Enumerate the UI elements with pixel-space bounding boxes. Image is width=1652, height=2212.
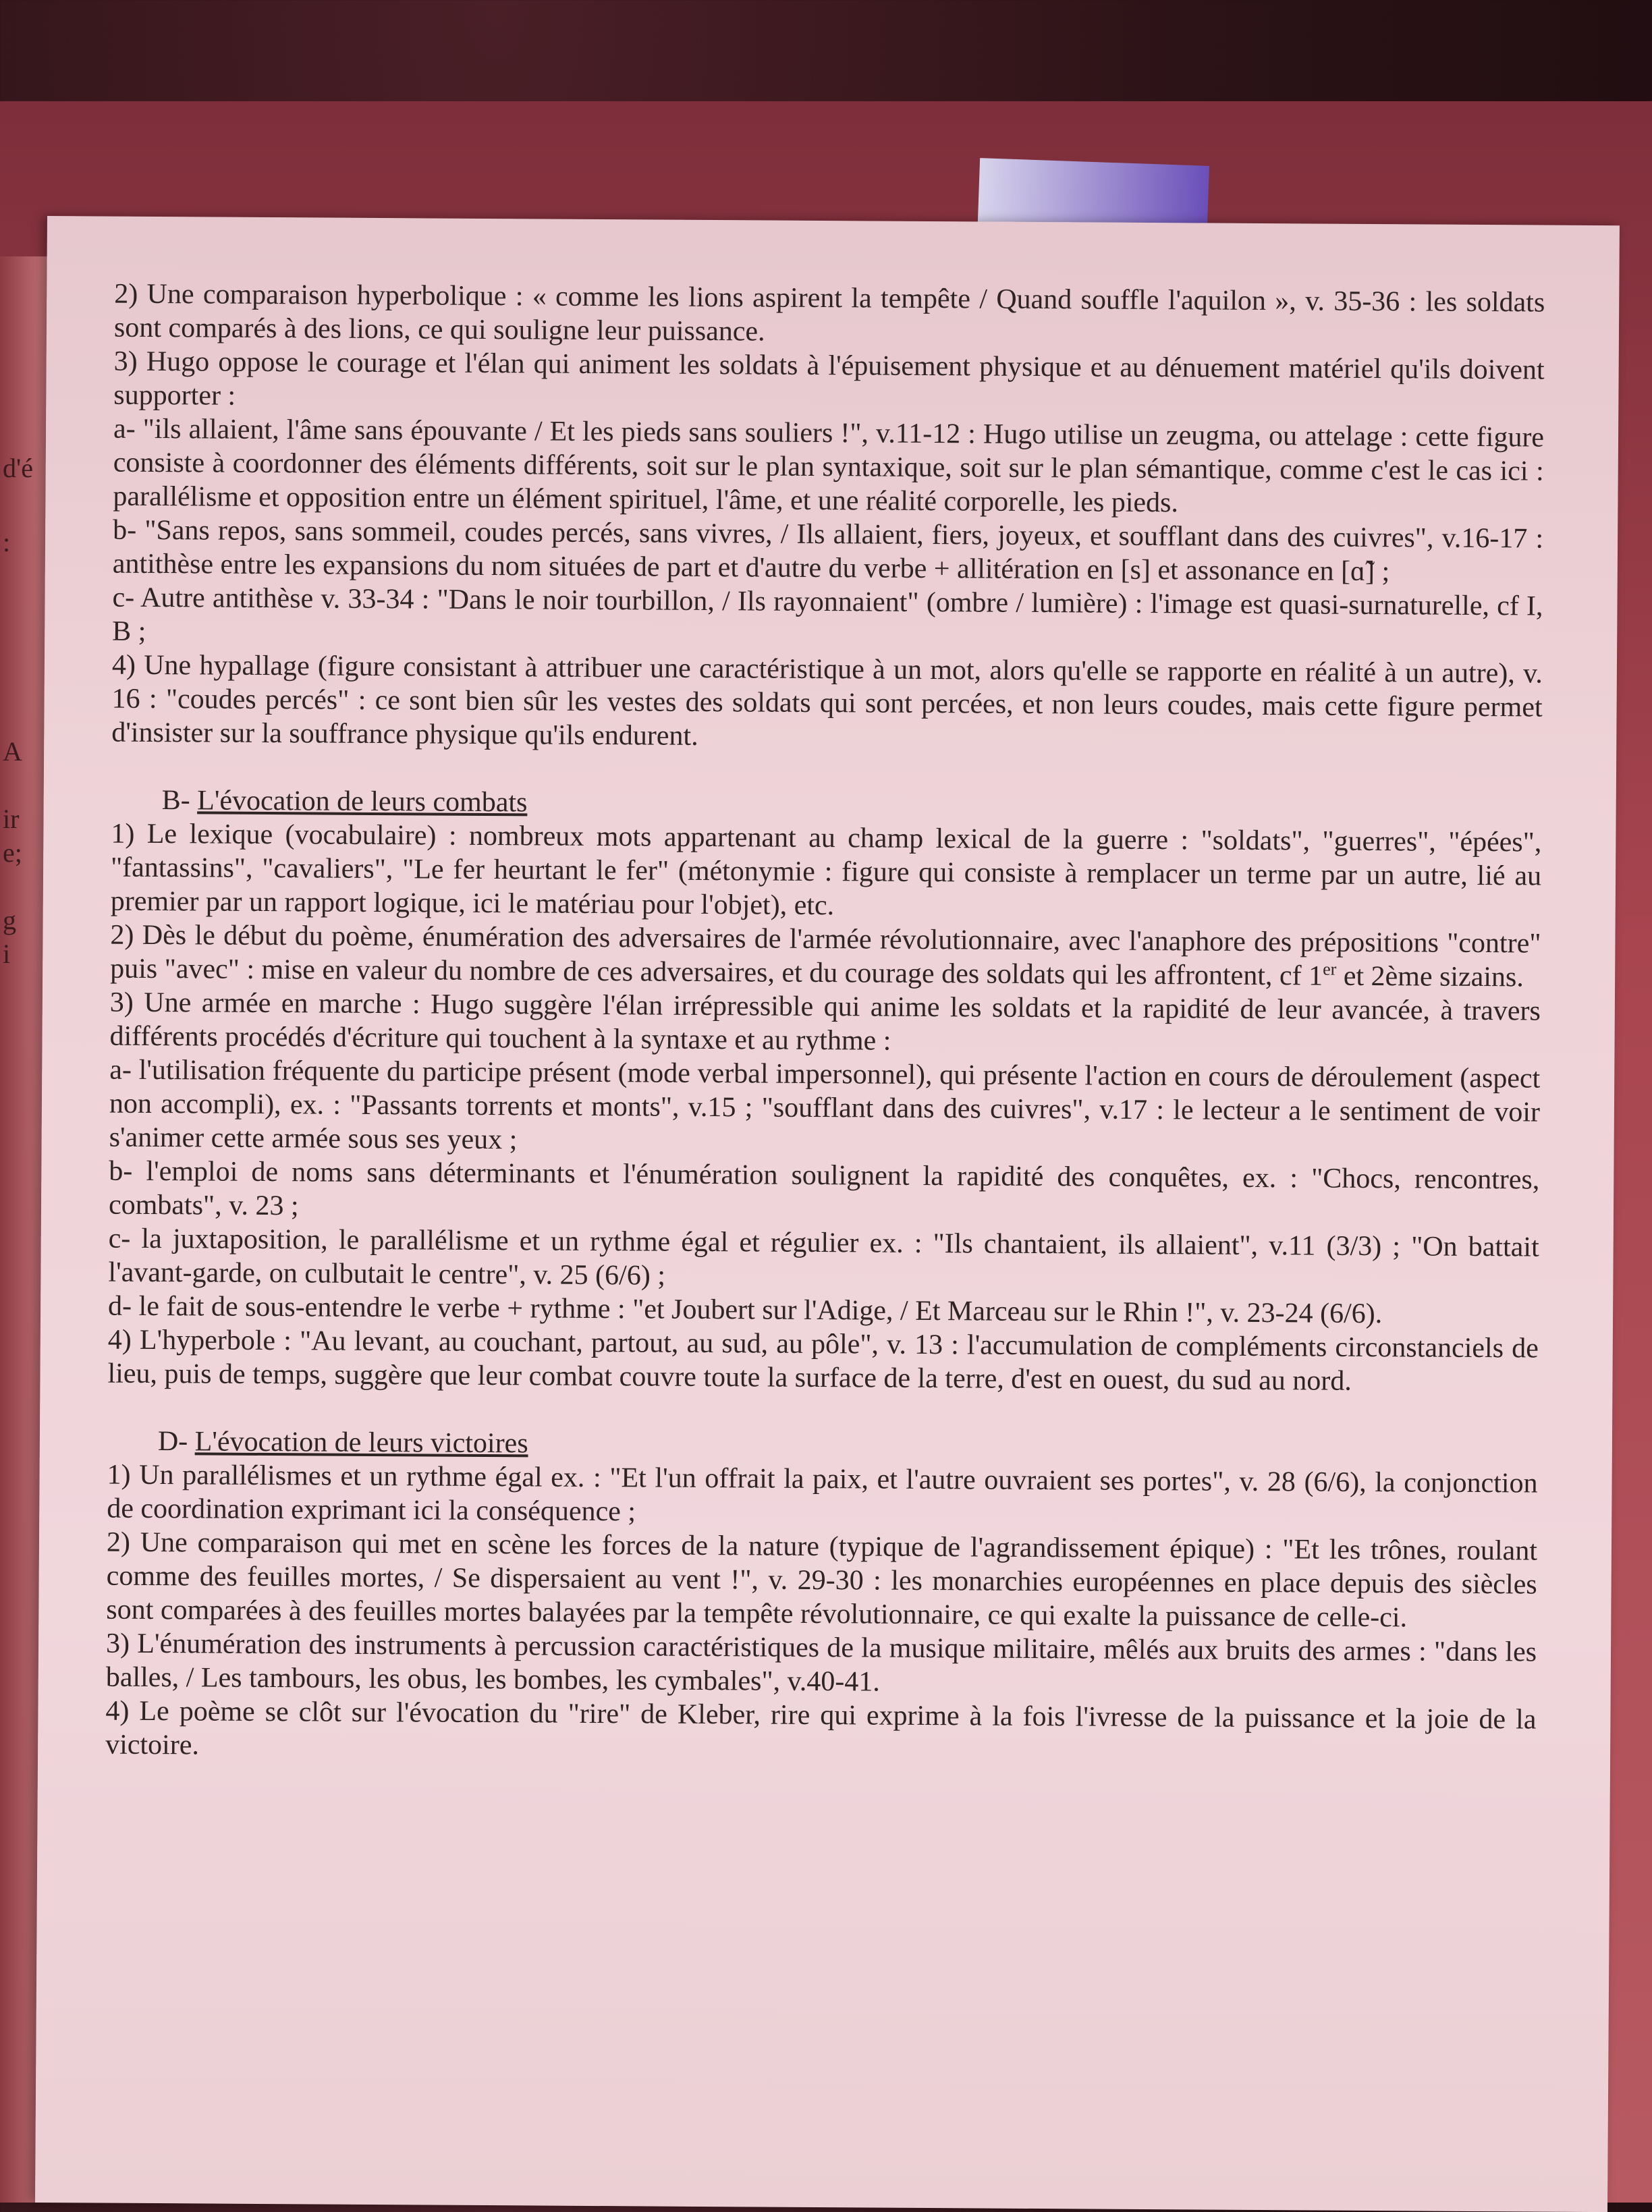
paragraph: c- la juxtaposition, le parallélisme et un rythme égal et régulier ex. : "Ils chantaient, ils allaient", v.11 (3/3) ; "On battait l'avant-garde, on culbutait le centre", v. 25 (6/6) ; — [108, 1223, 1539, 1292]
side-mark: e; — [3, 837, 22, 868]
paragraph: 1) Le lexique (vocabulaire) : nombreux mots appartenant au champ lexical de la guerre : "soldats", "guerres", "épées", "fantassins", "cavaliers", "Le fer heurtant le fer" (métonymie : figure qui consiste à remplacer un terme par un autre, lié au premier par un rapport logique, ici le matériau pour l'objet), etc. — [110, 818, 1542, 922]
paragraph: 1) Un parallélismes et un rythme égal ex. : "Et l'un offrait la paix, et l'autre ouvraient ses portes", v. 28 (6/6), la conjonction de coordination exprimant ici la conséquence ; — [107, 1459, 1538, 1528]
side-mark: g — [3, 905, 16, 935]
paragraph: b- "Sans repos, sans sommeil, coudes percés, sans vivres, / Ils allaient, fiers, joyeux, et soufflant dans des cuivres", v.16-17 : antithèse entre les expansions du nom situées de part et d'autre du verbe + allitération en [s] et assonance en [ɑ̃] ; — [112, 514, 1544, 588]
side-mark: : — [3, 527, 11, 557]
side-mark: A — [3, 736, 22, 767]
heading-prefix: D- — [157, 1426, 195, 1458]
superscript: er — [1323, 959, 1337, 979]
paragraph: 3) Une armée en marche : Hugo suggère l'élan irrépressible qui anime les soldats et la rapidité de leur avancée, à travers différents procédés d'écriture qui touchent à la syntaxe et au rythme : — [109, 987, 1541, 1057]
paragraph: 2) Une comparaison hyperbolique : « comme les lions aspirent la tempête / Quand souffle l'aquilon », v. 35-36 : les soldats sont comparés à des lions, ce qui souligne leur puissance. — [113, 278, 1545, 348]
side-mark: i — [3, 939, 11, 969]
paragraph: 2) Une comparaison qui met en scène les forces de la nature (typique de l'agrandissement épique) : "Et les trônes, roulant comme des feuilles mortes, / Se dispersaient au vent !", v. 29-30 : les monarchies européennes en place depuis des siècles sont comparées à des feuilles mortes balayées par la tempête révolutionnaire, ce qui exalte la puissance de celle-ci. — [106, 1526, 1538, 1634]
paragraph-text: 2) Dès le début du poème, énumération des adversaires de l'armée révolutionnaire, avec l'anaphore des prépositions "contre" puis "avec" : mise en valeur du nombre de ces adversaires, et du courage des soldats qui les affrontent, cf 1 — [110, 919, 1541, 992]
paragraph: c- Autre antithèse v. 33-34 : "Dans le noir tourbillon, / Ils rayonnaient" (ombre / lumière) : l'image est quasi-surnaturelle, cf I, B ; — [112, 582, 1543, 647]
heading-title: L'évocation de leurs victoires — [194, 1426, 528, 1460]
side-mark: ir — [3, 804, 20, 834]
paragraph — [110, 918, 1541, 995]
paragraph: 3) L'énumération des instruments à percussion caractéristiques de la musique militaire, mêlés aux bruits des armes : "dans les balles, / Les tambours, les obus, les bombes, les cymbales", v.40-41. — [105, 1628, 1537, 1698]
paragraph: d- le fait de sous-entendre le verbe + rythme : "et Joubert sur l'Adige, / Et Marceau sur le Rhin !", v. 23-24 (6/6). — [107, 1290, 1383, 1330]
side-mark: d'é — [3, 453, 33, 483]
paragraph-text: et 2ème sizains. — [1336, 960, 1524, 993]
paragraph: 4) Une hypallage (figure consistant à attribuer une caractéristique à un mot, alors qu'elle se rapporte en réalité à un autre), v. 16 : "coudes percés" : ce sont bien sûr les vestes des soldats qui sont percées, et non leurs coudes, mais cette figure permet d'insister sur la souffrance physique qu'ils endurent. — [111, 649, 1543, 752]
paragraph: 3) Hugo oppose le courage et l'élan qui animent les soldats à l'épuisement physique et au dénuement matériel qu'ils doivent supporter : — [113, 345, 1545, 412]
heading-title: L'évocation de leurs combats — [197, 785, 528, 819]
paragraph: 4) Le poème se clôt sur l'évocation du "rire" de Kleber, rire qui exprime à la fois l'ivresse de la puissance et la joie de la victoire. — [105, 1695, 1537, 1761]
document-body — [105, 277, 1545, 1771]
paragraph: 4) L'hyperbole : "Au levant, au couchant, partout, au sud, au pôle", v. 13 : l'accumulation de compléments circonstanciels de lieu, puis de temps, suggère que leur combat couvre toute la surface de la terre, d'est en ouest, du sud au nord. — [107, 1324, 1539, 1397]
paragraph: a- "ils allaient, l'âme sans épouvante / Et les pieds sans souliers !", v.11-12 : Hugo utilise un zeugma, ou attelage : cette figure consiste à coordonner des éléments différents, soit sur le plan syntaxique, soit sur le plan sémantique, comme c'est le cas ici : parallélisme et opposition entre un élément spirituel, l'âme, et une réalité corporelle, les pieds. — [113, 413, 1545, 519]
paragraph: b- l'emploi de noms sans déterminants et l'énumération soulignent la rapidité des conquêtes, ex. : "Chocs, rencontres, combats", v. 23 ; — [108, 1155, 1540, 1222]
paragraph: a- l'utilisation fréquente du participe présent (mode verbal impersonnel), qui présente l'action en cours de déroulement (aspect non accompli), ex. : "Passants torrents et monts", v.15 ; "soufflant dans des cuivres", v.17 : le lecteur a le sentiment de voir s'animer cette armée sous ses yeux ; — [109, 1054, 1541, 1156]
document-page — [35, 216, 1620, 2212]
heading-prefix: B- — [161, 785, 198, 817]
